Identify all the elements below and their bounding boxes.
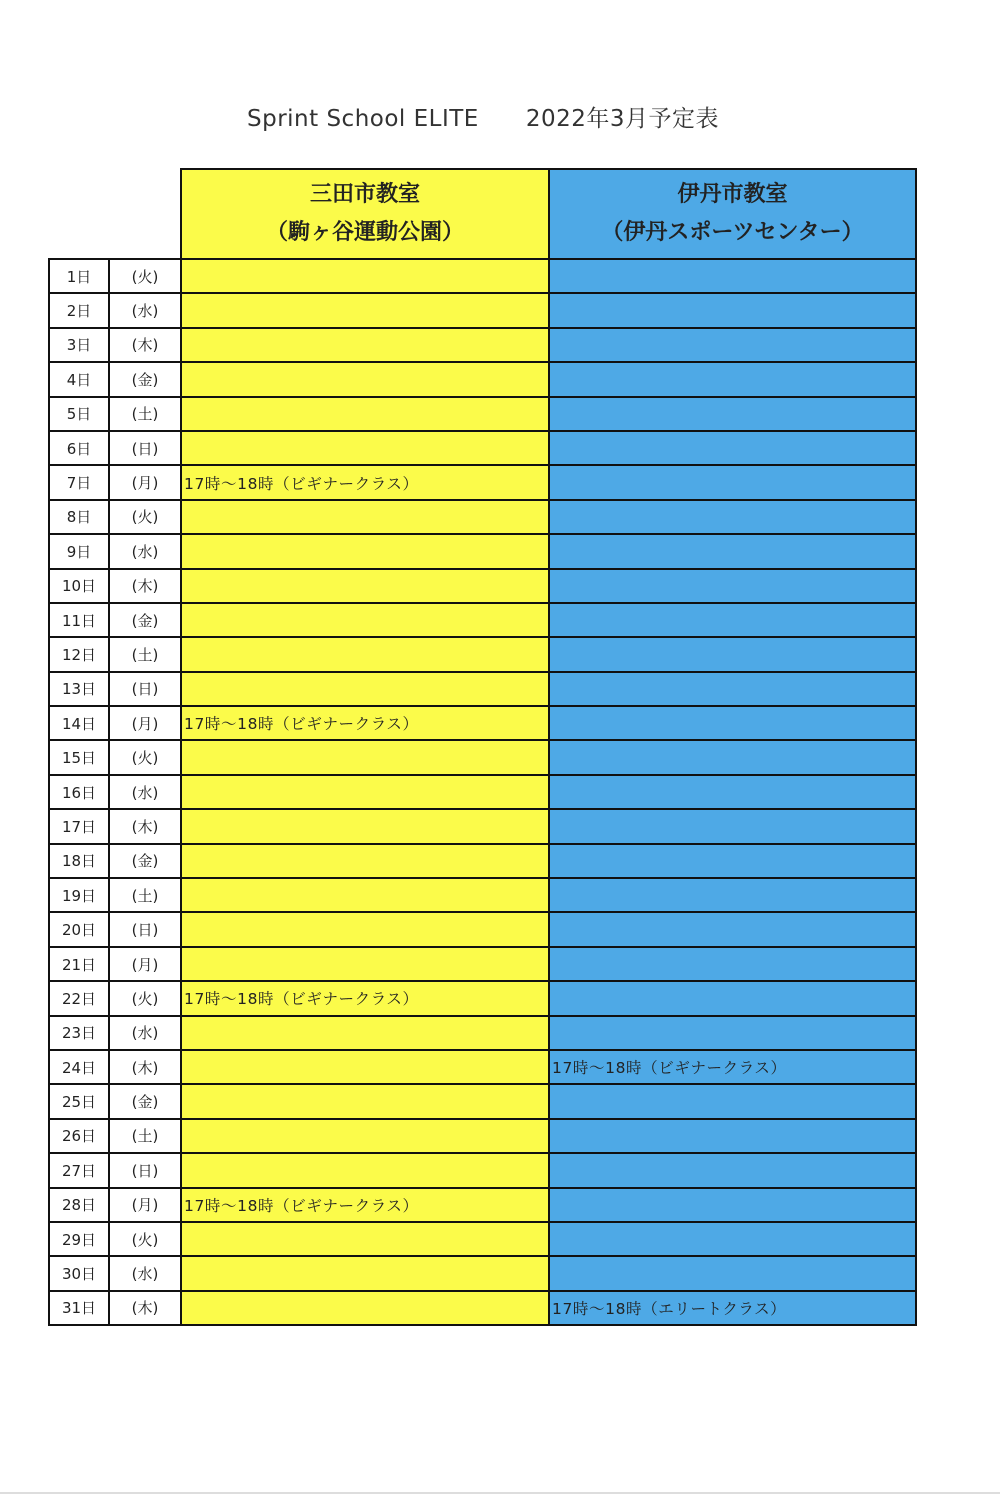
schedule-row <box>49 1222 916 1256</box>
schedule-row <box>49 1084 916 1118</box>
sanda-event-cell <box>181 1119 549 1153</box>
schedule-row <box>49 465 916 499</box>
day-of-week-cell: (月) <box>109 465 181 499</box>
location-venue: （駒ヶ谷運動公園） <box>265 220 464 245</box>
sanda-event-cell <box>181 259 549 293</box>
day-of-month-cell: 20日 <box>49 912 109 946</box>
sanda-event-cell <box>181 1050 549 1084</box>
itami-event-cell <box>549 912 916 946</box>
sanda-event-cell <box>181 431 549 465</box>
location-header-itami <box>549 169 916 259</box>
itami-event-cell <box>549 809 916 843</box>
day-of-week-cell: (火) <box>109 981 181 1015</box>
itami-event-cell <box>549 878 916 912</box>
day-of-week-cell: (木) <box>109 1291 181 1325</box>
day-of-month-cell: 3日 <box>49 328 109 362</box>
day-of-month-cell: 6日 <box>49 431 109 465</box>
sanda-event-cell <box>181 362 549 396</box>
day-of-month-cell: 12日 <box>49 637 109 671</box>
schedule-row <box>49 569 916 603</box>
day-of-month-cell: 31日 <box>49 1291 109 1325</box>
sanda-event-cell <box>181 1084 549 1118</box>
day-of-month-cell: 21日 <box>49 947 109 981</box>
day-of-month-cell: 14日 <box>49 706 109 740</box>
schedule-row <box>49 397 916 431</box>
schedule-row <box>49 775 916 809</box>
day-of-week-cell: (火) <box>109 1222 181 1256</box>
sanda-event-cell <box>181 844 549 878</box>
day-of-month-cell: 11日 <box>49 603 109 637</box>
sanda-event-cell <box>181 1256 549 1290</box>
day-of-week-cell: (日) <box>109 672 181 706</box>
sanda-event-cell <box>181 809 549 843</box>
schedule-row <box>49 1050 916 1084</box>
sanda-event-cell <box>181 569 549 603</box>
schedule-row <box>49 259 916 293</box>
itami-event-cell <box>549 397 916 431</box>
day-of-week-cell: (金) <box>109 1084 181 1118</box>
itami-event-cell <box>549 431 916 465</box>
schedule-table <box>48 168 917 1326</box>
itami-event-cell <box>549 672 916 706</box>
location-venue: （伊丹スポーツセンター） <box>601 220 864 245</box>
itami-event-cell <box>549 1119 916 1153</box>
itami-event-cell <box>549 362 916 396</box>
day-of-month-cell: 17日 <box>49 809 109 843</box>
sanda-event-cell <box>181 1153 549 1187</box>
schedule-row <box>49 1153 916 1187</box>
day-of-month-cell: 25日 <box>49 1084 109 1118</box>
itami-event-cell <box>549 981 916 1015</box>
schedule-row <box>49 672 916 706</box>
schedule-row <box>49 500 916 534</box>
page-title: Sprint School ELITE 2022年3月予定表 <box>247 106 719 132</box>
day-of-month-cell: 28日 <box>49 1188 109 1222</box>
day-of-month-cell: 1日 <box>49 259 109 293</box>
day-of-week-cell: (金) <box>109 844 181 878</box>
schedule-row <box>49 981 916 1015</box>
day-of-week-cell: (水) <box>109 534 181 568</box>
sanda-event-cell <box>181 947 549 981</box>
itami-event-cell <box>549 500 916 534</box>
sanda-event-cell <box>181 293 549 327</box>
schedule-row <box>49 328 916 362</box>
day-of-month-cell: 26日 <box>49 1119 109 1153</box>
day-of-week-cell: (木) <box>109 569 181 603</box>
itami-event-cell <box>549 706 916 740</box>
sanda-event-cell <box>181 603 549 637</box>
itami-event-cell <box>549 534 916 568</box>
sanda-event-cell <box>181 1222 549 1256</box>
schedule-row <box>49 878 916 912</box>
day-of-week-cell: (火) <box>109 740 181 774</box>
itami-event-cell <box>549 293 916 327</box>
day-of-week-cell: (金) <box>109 603 181 637</box>
day-of-month-cell: 22日 <box>49 981 109 1015</box>
day-of-month-cell: 29日 <box>49 1222 109 1256</box>
schedule-row <box>49 1291 916 1325</box>
sanda-event-cell <box>181 637 549 671</box>
sanda-event-cell <box>181 1291 549 1325</box>
schedule-row <box>49 1188 916 1222</box>
day-of-week-cell: (日) <box>109 1153 181 1187</box>
schedule-row <box>49 431 916 465</box>
day-of-month-cell: 9日 <box>49 534 109 568</box>
schedule-row <box>49 809 916 843</box>
page-bottom-edge <box>0 1492 1000 1494</box>
itami-event-cell <box>549 569 916 603</box>
day-of-month-cell: 13日 <box>49 672 109 706</box>
itami-event-cell <box>549 1084 916 1118</box>
sanda-event-cell <box>181 1016 549 1050</box>
sanda-event-cell <box>181 672 549 706</box>
day-of-week-cell: (土) <box>109 397 181 431</box>
day-of-week-cell: (土) <box>109 878 181 912</box>
day-of-month-cell: 8日 <box>49 500 109 534</box>
itami-event-cell <box>549 1153 916 1187</box>
schedule-row <box>49 293 916 327</box>
day-of-week-cell: (金) <box>109 362 181 396</box>
itami-event-cell <box>549 740 916 774</box>
day-of-month-cell: 24日 <box>49 1050 109 1084</box>
schedule-row <box>49 844 916 878</box>
day-of-month-cell: 27日 <box>49 1153 109 1187</box>
schedule-row <box>49 1119 916 1153</box>
location-name: 伊丹市教室 <box>677 182 788 207</box>
day-of-week-cell: (火) <box>109 259 181 293</box>
day-of-week-cell: (水) <box>109 293 181 327</box>
day-of-month-cell: 7日 <box>49 465 109 499</box>
schedule-row <box>49 706 916 740</box>
day-of-month-cell: 15日 <box>49 740 109 774</box>
itami-event-cell <box>549 1188 916 1222</box>
sanda-event-cell <box>181 740 549 774</box>
day-of-month-cell: 4日 <box>49 362 109 396</box>
sanda-event-cell <box>181 878 549 912</box>
sanda-event-cell <box>181 397 549 431</box>
itami-event-cell <box>549 259 916 293</box>
schedule-header-row <box>49 169 916 259</box>
schedule-row <box>49 603 916 637</box>
sanda-event-cell <box>181 500 549 534</box>
day-of-week-cell: (水) <box>109 1256 181 1290</box>
itami-event-cell <box>549 1222 916 1256</box>
day-of-month-cell: 19日 <box>49 878 109 912</box>
day-of-week-cell: (土) <box>109 637 181 671</box>
itami-event-cell <box>549 844 916 878</box>
day-of-week-cell: (月) <box>109 706 181 740</box>
itami-event-cell <box>549 465 916 499</box>
day-of-week-cell: (日) <box>109 431 181 465</box>
itami-event-cell <box>549 1016 916 1050</box>
schedule-row <box>49 362 916 396</box>
day-of-month-cell: 10日 <box>49 569 109 603</box>
schedule-row <box>49 637 916 671</box>
day-of-month-cell: 23日 <box>49 1016 109 1050</box>
sanda-event-cell: 17時〜18時（ビギナークラス） <box>181 706 549 740</box>
schedule-row <box>49 1016 916 1050</box>
day-of-week-cell: (木) <box>109 1050 181 1084</box>
day-of-month-cell: 30日 <box>49 1256 109 1290</box>
schedule-row <box>49 534 916 568</box>
day-of-week-cell: (月) <box>109 947 181 981</box>
location-header-sanda <box>181 169 549 259</box>
location-name: 三田市教室 <box>309 182 420 207</box>
day-of-month-cell: 18日 <box>49 844 109 878</box>
day-of-week-cell: (土) <box>109 1119 181 1153</box>
itami-event-cell <box>549 603 916 637</box>
sanda-event-cell <box>181 534 549 568</box>
day-of-month-cell: 16日 <box>49 775 109 809</box>
schedule-row <box>49 740 916 774</box>
day-of-week-cell: (水) <box>109 775 181 809</box>
sanda-event-cell: 17時〜18時（ビギナークラス） <box>181 465 549 499</box>
day-of-week-cell: (火) <box>109 500 181 534</box>
sanda-event-cell <box>181 775 549 809</box>
schedule-row <box>49 947 916 981</box>
sanda-event-cell: 17時〜18時（ビギナークラス） <box>181 1188 549 1222</box>
itami-event-cell: 17時〜18時（エリートクラス） <box>549 1291 916 1325</box>
day-of-week-cell: (木) <box>109 809 181 843</box>
day-of-week-cell: (木) <box>109 328 181 362</box>
sanda-event-cell: 17時〜18時（ビギナークラス） <box>181 981 549 1015</box>
itami-event-cell <box>549 1256 916 1290</box>
day-of-month-cell: 5日 <box>49 397 109 431</box>
itami-event-cell <box>549 328 916 362</box>
sanda-event-cell <box>181 912 549 946</box>
itami-event-cell <box>549 947 916 981</box>
schedule-row <box>49 1256 916 1290</box>
day-of-week-cell: (月) <box>109 1188 181 1222</box>
itami-event-cell: 17時〜18時（ビギナークラス） <box>549 1050 916 1084</box>
header-blank <box>49 169 181 259</box>
sanda-event-cell <box>181 328 549 362</box>
day-of-week-cell: (水) <box>109 1016 181 1050</box>
day-of-week-cell: (日) <box>109 912 181 946</box>
itami-event-cell <box>549 637 916 671</box>
schedule-row <box>49 912 916 946</box>
day-of-month-cell: 2日 <box>49 293 109 327</box>
itami-event-cell <box>549 775 916 809</box>
